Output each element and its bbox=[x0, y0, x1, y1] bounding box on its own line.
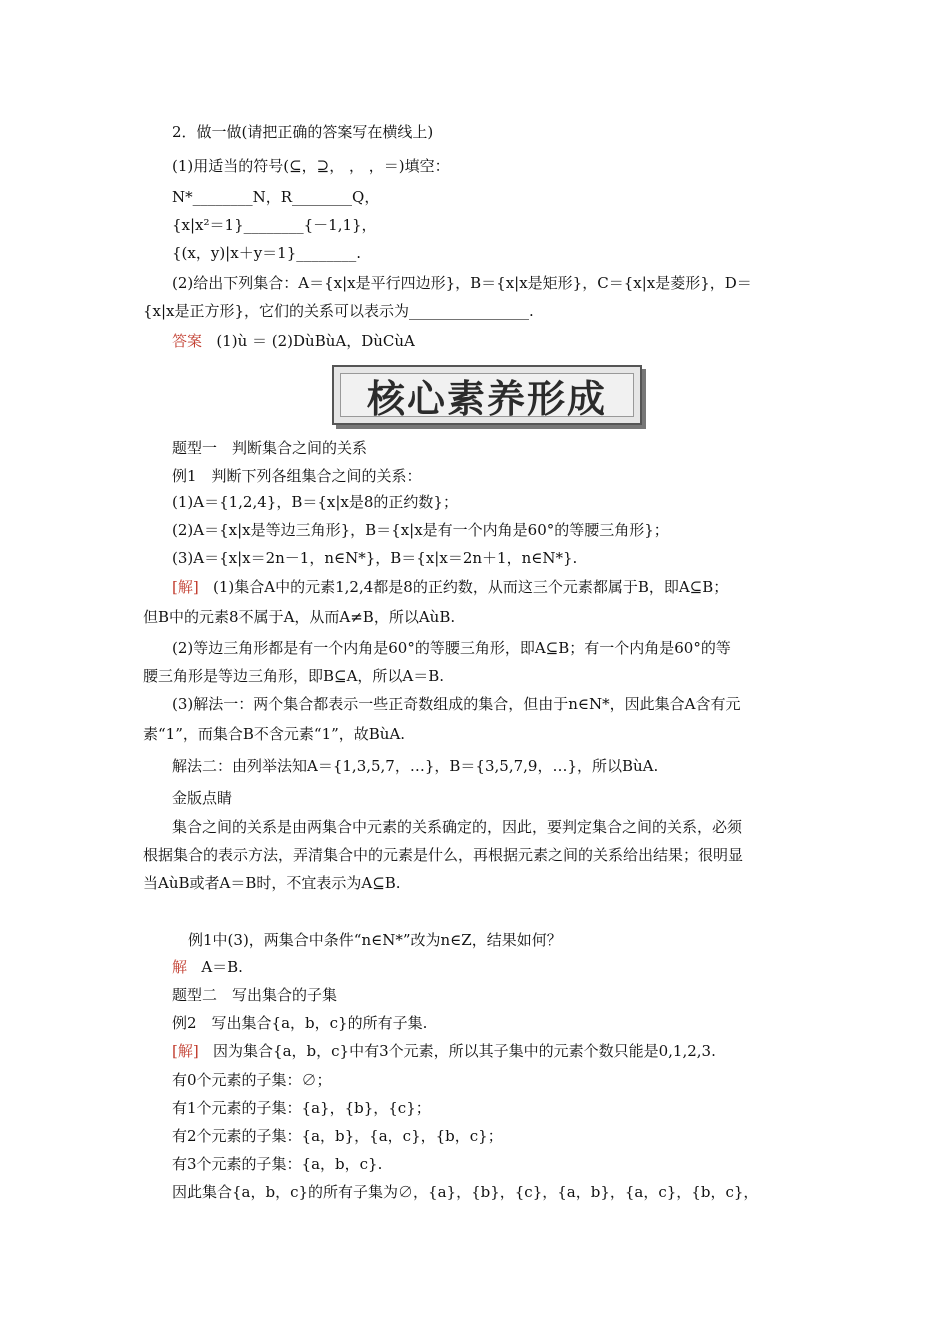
type1-solution-2b: 腰三角形是等边三角形，即B⊆A，所以A＝B. bbox=[143, 667, 445, 685]
section-banner-title: 核心素养形成 bbox=[366, 376, 607, 421]
type1-solution-1a bbox=[172, 577, 728, 597]
note-line-c: 当AùB或者A＝B时，不宜表示为A⊆B. bbox=[143, 874, 401, 892]
type2-solution-3: 有1个元素的子集：{a}，{b}，{c}； bbox=[172, 1099, 431, 1117]
answer-label: 答案 bbox=[172, 332, 203, 350]
solution-text: (1)集合A中的元素1,2,4都是8的正约数，从而这三个元素都属于B，即A⊆B； bbox=[213, 578, 729, 596]
type2-solution-text: 因为集合{a，b，c}中有3个元素，所以其子集中的元素个数只能是0,1,2,3. bbox=[213, 1042, 716, 1060]
practice-q1-line-b: {x|x²＝1}________{－1,1}， bbox=[172, 216, 377, 234]
practice-heading: 2．做一做(请把正确的答案写在横线上) bbox=[172, 123, 434, 141]
type1-solution-1b: 但B中的元素8不属于A，从而A≠B，所以AùB. bbox=[143, 608, 456, 626]
type1-case-2: (2)A＝{x|x是等边三角形}，B＝{x|x是有一个内角是60°的等腰三角形}； bbox=[172, 521, 669, 539]
type2-title: 题型二 写出集合的子集 bbox=[172, 986, 338, 1004]
practice-q2-line-b: {x|x是正方形}，它们的关系可以表示为________________. bbox=[143, 302, 534, 320]
type1-solution-3a: (3)解法一：两个集合都表示一些正奇数组成的集合，但由于n∈N*，因此集合A含有元 bbox=[172, 695, 741, 713]
note-line-a: 集合之间的关系是由两集合中元素的关系确定的，因此，要判定集合之间的关系，必须 bbox=[172, 818, 743, 836]
type1-case-1: (1)A＝{1,2,4}，B＝{x|x是8的正约数}； bbox=[172, 493, 458, 511]
type2-solution-5: 有3个元素的子集：{a，b，c}. bbox=[172, 1155, 383, 1173]
type1-solution-3c: 解法二：由列举法知A＝{1,3,5,7，…}，B＝{3,5,7,9，…}，所以BùA. bbox=[172, 757, 659, 775]
type1-case-3: (3)A＝{x|x＝2n－1，n∈N*}，B＝{x|x＝2n＋1，n∈N*}. bbox=[172, 549, 578, 567]
practice-q2-line-a: (2)给出下列集合：A＝{x|x是平行四边形}，B＝{x|x是矩形}，C＝{x|x是菱形}，D＝ bbox=[172, 274, 752, 292]
practice-q1-line-a: N*________N，R________Q， bbox=[172, 188, 380, 206]
type1-title: 题型一 判断集合之间的关系 bbox=[172, 439, 368, 457]
type2-solution-2: 有0个元素的子集：∅； bbox=[172, 1071, 332, 1089]
variant-answer-text: A＝B. bbox=[201, 958, 243, 976]
variant-answer bbox=[172, 957, 243, 977]
note-title: 金版点睛 bbox=[172, 789, 233, 807]
type2-solution-4: 有2个元素的子集：{a，b}，{a，c}，{b，c}； bbox=[172, 1127, 503, 1145]
type2-solution-1 bbox=[172, 1041, 716, 1061]
note-line-b: 根据集合的表示方法，弄清集合中的元素是什么，再根据元素之间的关系给出结果；很明显 bbox=[143, 846, 744, 864]
type1-solution-2a: (2)等边三角形都是有一个内角是60°的等腰三角形，即A⊆B；有一个内角是60°的等 bbox=[172, 639, 731, 657]
solution-label: [解] bbox=[172, 578, 199, 596]
section-banner bbox=[332, 365, 642, 425]
type1-solution-3b: 素“1”，而集合B不含元素“1”，故BùA. bbox=[143, 725, 406, 743]
practice-answer bbox=[172, 331, 415, 351]
answer-text: (1)ù ＝ (2)DùBùA，DùCùA bbox=[216, 332, 415, 350]
practice-q1-line-c: {(x，y)|x＋y＝1}________. bbox=[172, 244, 362, 262]
type2-solution-label: [解] bbox=[172, 1042, 199, 1060]
type2-example: 例2 写出集合{a，b，c}的所有子集. bbox=[172, 1014, 428, 1032]
variant-label: 解 bbox=[172, 958, 188, 976]
practice-q1-prompt: (1)用适当的符号(⊆，⊇， ， ，＝)填空： bbox=[172, 157, 450, 175]
variant-question: 例1中(3)，两集合中条件“n∈N*”改为n∈Z，结果如何？ bbox=[188, 931, 562, 949]
section-banner-frame bbox=[340, 373, 634, 421]
type1-example: 例1 判断下列各组集合之间的关系： bbox=[172, 467, 422, 485]
type2-solution-6: 因此集合{a，b，c}的所有子集为∅，{a}，{b}，{c}，{a，b}，{a，c}，{b，c}， bbox=[172, 1183, 759, 1201]
